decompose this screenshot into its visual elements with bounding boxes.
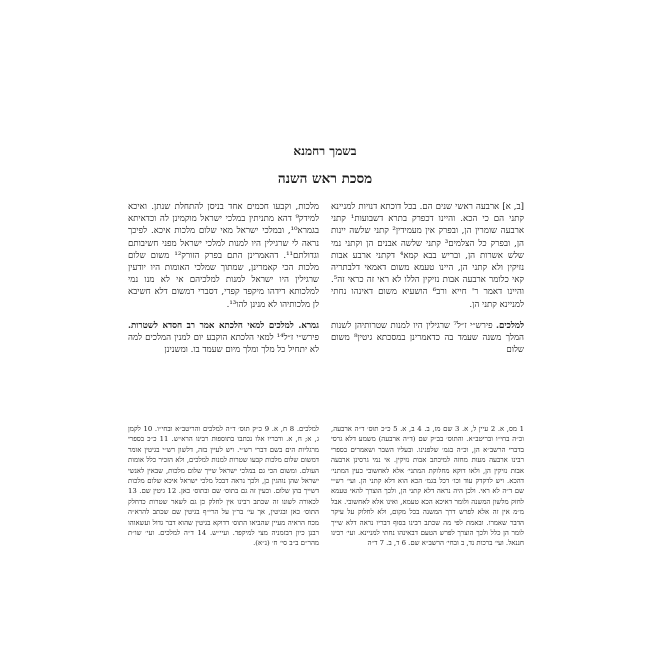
right-paragraph-1: [ב, א] ארבעה ראשי שנים הם. בכל דוכתא דנויות למניינא קתני הם כי הכא. והיינו דכפרק בתרא דשבועות¹ קתני ארבעה שומרין הן, ובפרק אין מעמידין² קתני שלשה יינות הן, ובפרק כל הצלמים³ קתני שלשה אבנים הן וקתני נמי שלש אשרות הן, ובריש בבא קמא⁴ דקתני ארבע אבות נזיקין ולא קתני הן, היינו טעמא משום דאמאי דלבתריה קאי כלומר ארבעה אבות נזיקין הללו לא ראי זה כראי זה⁵. והיינו דאמר ר' חייא ורב⁶ הושעיא משום דאינהו נחתי למניינא קתני הן. — [331, 202, 525, 310]
right-paragraph-2-lead: למלכים. — [496, 320, 524, 331]
left-text-column — [128, 201, 319, 356]
left-paragraph-2-lead: גמרא. למלכים למאי הלכתא אמר רב חסדא לשטרות. — [128, 320, 319, 331]
right-paragraph-2-body: פירש״י ז״ל⁷ שרגילין היו למנות שטרותיהן לשנות המלך משנה שעמד בה כדאמרינן במסכתא גיטין⁸ משום שלום — [331, 320, 524, 356]
tractate-title: מסכת ראש השנה — [277, 171, 373, 187]
left-paragraph-2 — [128, 320, 319, 357]
footnotes-right: 1 מס, א. 2 עיין ל, א. 3 שם מז, ב. 4 ב, א. 5 כ״כ תוס׳ ד״ה ארבעה, וכ״ה בחי״ו ובריטב״א. והתוס׳ בב״ק שם (ד״ה ארבעה) משמע דלא גרסי בדברי הרשב״א הן, וכ״ה בגמ׳ שלפנינו. ובעליו השבר ושאמרים בספרי רבינו ארבעה מעות מחזה למיכתב אבות נזיקין. אי נמי גרסינן ארבעה אבות נזיקין הן, ולאו דוקא מחלוקת המתני׳ אלא לאחשובי כעין המתני׳ דהכא. ויש לדקדק עוד וכו׳ דכל בגמ׳ הכא הוא דלא קתני הן. ועי׳ רש״י שם ד״ה לא ראי. ולכן היה נראה דלא קתני הן, ולכך הוצרך להאי טעמא לחזק מלשון המשנה ולומר דאיכא הכא טעמא, ואינו אלא לאחשובי. אבל מ״מ אין זה אלא לפרש דרך המשנה בכל מקום, ולא לחלוק על עיקר הדבר שאמרו. ובאמת לפי מה שכתב רבינו בסוף דבריו נראה דלא שייך לומר הן כלל ולכך הוצרך לפרש הטעם דבאינהו נחתי למניינא. ועי׳ רבינו חננאל. ועי׳ ברכות נד, ב ובחי׳ הרשב״א שם. 6 ד, ב. 7 ד״ה — [331, 425, 524, 548]
left-paragraph-2-body: פירש״י ז״ל¹⁴ למאי הלכתא הוקבע יום למנין המלכים למה לא יתחיל כל מלך ומלך מיום שעמד בו. ומשנינן — [128, 333, 319, 356]
footnotes-left: למלכים. 8 ח, א. 9 כ״ק תוס׳ ד״ה למלכים והריטב״א ובחי״ו. 10 לקמן ג, א; ח, א. ודבריו אלו נכתבו בתוספות רבינו הרא״ש. 11 כ״כ בספרי מרגליות הים בשם דברי רש״י. ויש לעיין בזה, דלשון רש״י בגיטין אומר דמשום שלום מלכות קבעו שטרות למנות למלכים, ולא הזכיר כלל אומות העולם. ומשום הכי גם במלכי ישראל שייך שלום מלכות, שבאין לאנשי ישראל שהן נוהגין כן, ולכך נראה דבכל מלכי ישראל איכא שלום מלכות דשייך בהן שלום. וכעין זה גם בתוס׳ שם ובתוס׳ כאן. 12 גיטין שם. 13 לכאורה לשונו זה שכתב רבינו אין לחלק כן גם לשאר שטרות כדחלק התוס׳ כאן ובגיטין, אך עי׳ בר״ן על הרי״ף בגיטין שם שכתב להרא״ה מכח הראיה מעיין שהביאו התוס׳ דדוקא בגיטין שהוא דבר גדול ועשאוהו רבנן כיון דבזמניה מצי למיקפד. ועיי״ש. 14 ד״ה למלכים. ועי׳ שו״ת מהר״ם ב״ב סי׳ ח׳ (נ״א). — [128, 425, 320, 548]
left-paragraph-1: מלכות, וקבעו חכמים אחד בניסן להתחלת שנתן. ואיכא למידק⁹ דהא מתניתין במלכי ישראל מוקמינן לה וכדאיתא בגמרא¹⁰, ובמלכי ישראל מאי שלום מלכות איכא. לפיכך נראה לי שרגילין היו למנות למלכי ישראל מפני חשיבותם וגדולתם¹¹. דהאמרינן התם בפרק הזורק¹² משום שלום מלכות הכי קאמרינן, שמתוך שמלכי האומות היו יודעין שרגילין היו ישראל למנות למלכיהם אי לא מנו נמי למלכותא דידהו מיקפד קפדי, דסברי דמשום דלא חשיבא לן מלכותיהו לא מנינן להו¹³. — [128, 202, 319, 310]
invocation-header: בשמך רחמנא — [293, 144, 357, 158]
right-text-column — [331, 201, 524, 356]
right-paragraph-2 — [331, 320, 524, 357]
